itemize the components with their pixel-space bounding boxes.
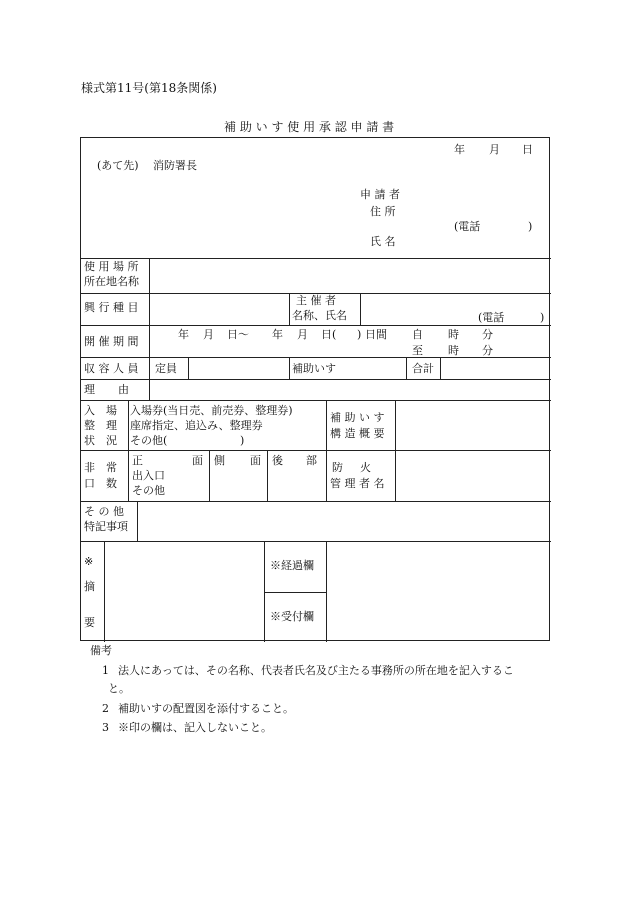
period-label: 開 催 期 間 <box>84 335 139 348</box>
applicant-name: 氏 名 <box>370 235 396 248</box>
admission-label-1: 入 場 <box>84 404 117 417</box>
period-hour-1: 時 <box>448 328 459 341</box>
remarks-label-1: そ の 他 <box>84 505 124 518</box>
summary-char-2: 要 <box>84 616 95 629</box>
period-paren: ) <box>357 328 362 341</box>
capacity-label: 収 容 人 員 <box>84 362 139 375</box>
date-year: 年 <box>454 143 465 156</box>
fire-manager-label-1: 防 火 <box>332 461 374 474</box>
admission-label-2: 整 理 <box>84 419 117 432</box>
capacity-fixed: 定員 <box>155 362 177 375</box>
admission-item-1: 入場券(当日売、前売券、整理券) <box>130 404 293 417</box>
exit-side: 側 <box>214 454 225 467</box>
period-days: 日間 <box>365 328 387 341</box>
remarks-label-2: 特記事項 <box>84 520 128 533</box>
addressee-label: (あて先) <box>97 159 139 172</box>
period-m2: 月 <box>297 328 308 341</box>
period-m1: 月 <box>203 328 214 341</box>
exit-other: その他 <box>132 484 165 497</box>
exit-back2: 部 <box>306 454 317 467</box>
organizer-phone-close: ) <box>540 311 545 324</box>
period-d1: 日〜 <box>227 328 249 341</box>
admission-item-3-close: ) <box>240 434 245 447</box>
fire-manager-label-2: 管 理 者 名 <box>330 477 385 490</box>
applicant-phone-close: ) <box>528 220 533 233</box>
period-hour-2: 時 <box>448 344 459 357</box>
structure-label-1: 補 助 い す <box>330 411 385 424</box>
exit-label-2: 口 数 <box>84 477 117 490</box>
reason-label: 理 由 <box>84 383 135 396</box>
period-to: 至 <box>412 344 423 357</box>
applicant-title: 申 請 者 <box>360 188 400 201</box>
exit-entrance: 出入口 <box>132 469 165 482</box>
note-3-text: ※印の欄は、記入しないこと。 <box>118 721 272 734</box>
note-3-num: 3 <box>102 721 109 734</box>
form-table <box>80 137 550 641</box>
exit-side2: 面 <box>250 454 261 467</box>
period-d2: 日( <box>321 328 337 341</box>
date-month: 月 <box>489 143 500 156</box>
organizer-label: 主 催 者 <box>296 294 336 307</box>
note-1-num: 1 <box>102 664 109 677</box>
period-from: 自 <box>412 328 423 341</box>
note-1-cont: と。 <box>108 682 130 695</box>
admission-label-3: 状 況 <box>84 434 117 447</box>
capacity-total: 合計 <box>412 362 434 375</box>
note-2-text: 補助いすの配置図を添付すること。 <box>118 702 294 715</box>
period-minute-1: 分 <box>482 328 493 341</box>
addressee-name: 消防署長 <box>153 159 197 172</box>
period-y1: 年 <box>178 328 189 341</box>
location-label: 使 用 場 所 <box>84 260 139 273</box>
note-1-text: 法人にあっては、その名称、代表者氏名及び主たる事務所の所在地を記入するこ <box>118 664 514 677</box>
reception-label: ※受付欄 <box>270 610 314 623</box>
exit-front: 正 <box>132 454 143 467</box>
exit-back: 後 <box>272 454 283 467</box>
location-label-2: 所在地名称 <box>84 275 139 288</box>
form-title: 補 助 い す 使 用 承 認 申 請 書 <box>224 120 395 134</box>
structure-label-2: 構 造 概 要 <box>330 427 385 440</box>
note-2-num: 2 <box>102 702 109 715</box>
applicant-address: 住 所 <box>370 205 396 218</box>
notes-title: 備考 <box>90 644 112 657</box>
admission-item-3: その他( <box>130 434 168 447</box>
exit-front2: 面 <box>192 454 203 467</box>
applicant-phone: (電話 <box>454 220 481 233</box>
organizer-label-2: 名称、氏名 <box>292 309 347 322</box>
event-type-label: 興 行 種 目 <box>84 301 139 314</box>
admission-item-2: 座席指定、追込み、整理券 <box>130 419 263 432</box>
exit-label-1: 非 常 <box>84 461 117 474</box>
summary-char-1: 摘 <box>84 580 95 593</box>
period-y2: 年 <box>272 328 283 341</box>
summary-mark: ※ <box>84 555 94 568</box>
organizer-phone: (電話 <box>478 311 505 324</box>
progress-label: ※経過欄 <box>270 559 314 572</box>
capacity-auxiliary: 補助いす <box>292 362 336 375</box>
period-minute-2: 分 <box>482 344 493 357</box>
date-day: 日 <box>522 143 533 156</box>
form-number: 様式第11号(第18条関係) <box>81 81 217 95</box>
